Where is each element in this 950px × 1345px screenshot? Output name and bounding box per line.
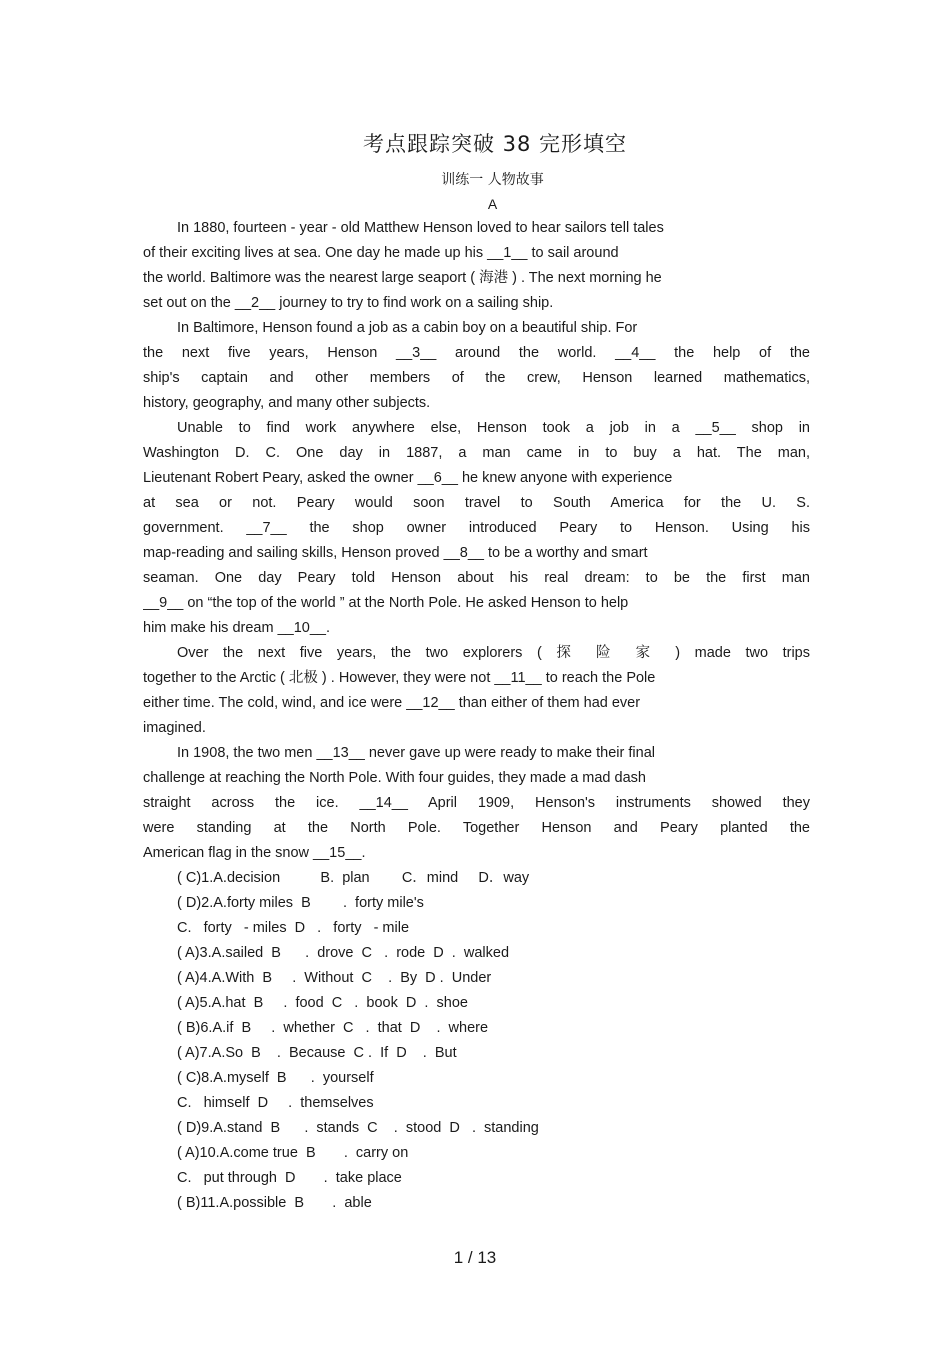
option-line: ( A)3.A.sailed B . drove C . rode D . walked — [177, 945, 510, 961]
option-line: ( B)11.A.possible B . able — [177, 1195, 372, 1211]
passage-line: the next five years, Henson __3__ around the world. __4__ the help of the — [143, 345, 810, 361]
option-line: ( A)10.A.come true B . carry on — [177, 1145, 409, 1161]
passage-line: either time. The cold, wind, and ice were __12__ than either of them had ever — [143, 695, 641, 711]
option-line: ( A)7.A.So B . Because C . If D . But — [177, 1045, 457, 1061]
option-line: C. put through D . take place — [177, 1170, 402, 1186]
passage-text — [143, 216, 810, 866]
section-label: A — [487, 196, 498, 212]
passage-body — [143, 216, 810, 1216]
passage-line: set out on the __2__ journey to try to find work on a sailing ship. — [143, 295, 554, 311]
passage-line: Over the next five years, the two explorers ( 探 险 家 ) made two trips — [177, 645, 810, 661]
passage-line: were standing at the North Pole. Together Henson and Peary planted the — [143, 820, 810, 836]
passage-line: seaman. One day Peary told Henson about his real dream: to be the first man — [143, 570, 810, 586]
passage-line: American flag in the snow __15__. — [143, 845, 366, 861]
passage-line: In 1908, the two men __13__ never gave up were ready to make their final — [177, 745, 655, 761]
option-line: ( A)5.A.hat B . food C . book D . shoe — [177, 995, 468, 1011]
passage-line: map-reading and sailing skills, Henson proved __8__ to be a worthy and smart — [143, 545, 648, 561]
passage-line: In Baltimore, Henson found a job as a cabin boy on a beautiful ship. For — [177, 320, 638, 336]
page-number: 1 / 13 — [453, 1248, 497, 1267]
passage-line: In 1880, fourteen - year - old Matthew Henson loved to hear sailors tell tales — [177, 220, 664, 236]
passage-line: at sea or not. Peary would soon travel to South America for the U. S. — [143, 495, 810, 511]
passage-line: __9__ on “the top of the world ” at the North Pole. He asked Henson to help — [143, 595, 629, 611]
option-line: C. forty - miles D . forty - mile — [177, 920, 410, 936]
page-title: 考点跟踪突破 38 完形填空 — [362, 132, 628, 156]
passage-line: ship's captain and other members of the crew, Henson learned mathematics, — [143, 370, 810, 386]
passage-line: challenge at reaching the North Pole. With four guides, they made a mad dash — [143, 770, 646, 786]
option-line: ( D)2.A.forty miles B . forty mile's — [177, 895, 424, 911]
passage-line: straight across the ice. __14__ April 1909, Henson's instruments showed they — [143, 795, 810, 811]
option-line: ( B)6.A.if B . whether C . that D . where — [177, 1020, 489, 1036]
passage-line: of their exciting lives at sea. One day he made up his __1__ to sail around — [143, 245, 619, 261]
passage-line: imagined. — [143, 720, 206, 736]
option-line: C. himself D . themselves — [177, 1095, 374, 1111]
passage-line: Lieutenant Robert Peary, asked the owner __6__ he knew anyone with experience — [143, 470, 673, 486]
option-line: ( A)4.A.With B . Without C . By D . Under — [177, 970, 492, 986]
answer-options — [143, 866, 810, 1216]
passage-line: him make his dream __10__. — [143, 620, 330, 636]
option-line: ( C)1.A.decision B. plan C．mind D．way — [177, 870, 530, 886]
passage-line: history, geography, and many other subjects. — [143, 395, 431, 411]
option-line: ( D)9.A.stand B . stands C . stood D . standing — [177, 1120, 539, 1136]
passage-line: the world. Baltimore was the nearest large seaport ( 海港 ) . The next morning he — [143, 270, 662, 286]
passage-line: government. __7__ the shop owner introduced Peary to Henson. Using his — [143, 520, 810, 536]
passage-line: together to the Arctic ( 北极 ) . However, they were not __11__ to reach the Pole — [143, 670, 656, 686]
option-line: ( C)8.A.myself B . yourself — [177, 1070, 374, 1086]
passage-line: Unable to find work anywhere else, Henson took a job in a __5__ shop in — [177, 420, 810, 436]
page-subtitle: 训练一 人物故事 — [441, 172, 544, 188]
passage-line: Washington D. C. One day in 1887, a man came in to buy a hat. The man, — [143, 445, 810, 461]
